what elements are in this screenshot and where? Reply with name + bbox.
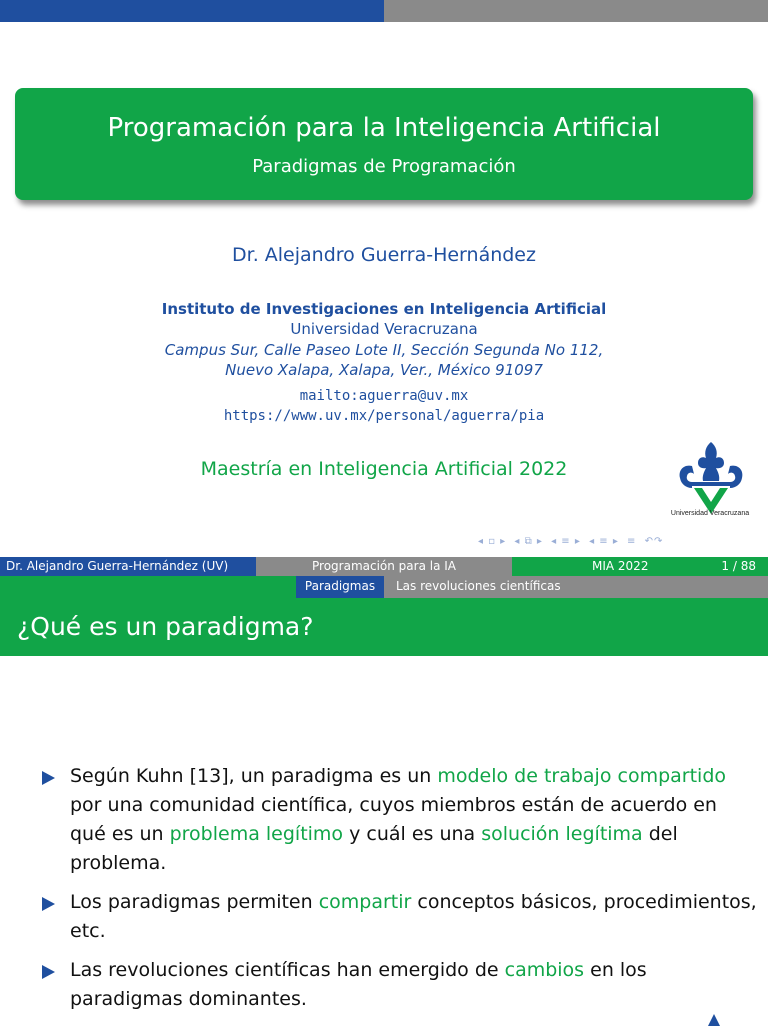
frame-title-bar <box>0 598 768 656</box>
footer-author <box>0 557 256 576</box>
slide-footer <box>0 557 768 576</box>
corner-logo-icon <box>694 1006 734 1026</box>
section-active[interactable] <box>296 576 384 598</box>
title-box <box>15 88 753 200</box>
bullet-list <box>38 762 758 1024</box>
section-bar-left <box>0 576 296 598</box>
bullet-text: conceptos básicos, procedimientos, etc. <box>70 891 757 942</box>
frame-title: ¿Qué es un paradigma? <box>17 612 314 641</box>
footer-title <box>256 557 512 576</box>
author-name: Dr. Alejandro Guerra-Hernández <box>232 244 536 266</box>
nav-next-frame-icon[interactable]: ◂ ⧉ ▸ <box>514 536 543 547</box>
footer-event <box>512 557 768 576</box>
program-name: Maestría en Inteligencia Artificial 2022 <box>200 458 568 480</box>
top-bar-right <box>384 0 768 22</box>
footer-page-number: 1 / 88 <box>721 559 756 573</box>
bullet-item <box>38 888 758 946</box>
nav-search-icon[interactable]: ↶↷ <box>644 536 664 547</box>
bullet-item <box>38 956 758 1014</box>
website-link[interactable]: https://www.uv.mx/personal/aguerra/pia <box>223 408 545 424</box>
bullet-triangle-icon <box>42 771 55 785</box>
university-name: Universidad Veracruzana <box>290 320 478 338</box>
nav-section-icon[interactable]: ◂ ≡ ▸ <box>589 536 619 547</box>
footer-author-text: Dr. Alejandro Guerra-Hernández (UV) <box>6 559 229 573</box>
address-line-1: Campus Sur, Calle Paseo Lote II, Sección Segunda No 112, <box>164 341 604 359</box>
highlighted-term: modelo de trabajo compartido <box>437 765 727 787</box>
bullet-triangle-icon <box>42 897 55 911</box>
footer-event-text: MIA 2022 <box>592 559 649 573</box>
nav-appendix-icon[interactable]: ≡ <box>627 536 637 547</box>
highlighted-term: compartir <box>318 891 412 913</box>
bullet-text: Según Kuhn [13], un paradigma es un <box>70 765 438 787</box>
highlighted-term: problema legítimo <box>169 823 344 845</box>
top-bar-left <box>0 0 384 22</box>
nav-prev-frame-icon[interactable]: ◂ ▫ ▸ <box>478 536 507 547</box>
address-line-2: Nuevo Xalapa, Xalapa, Ver., México 91097 <box>225 361 543 379</box>
logo-caption: Universidad Veracruzana <box>670 510 750 517</box>
slide-title: Programación para la Inteligencia Artificial <box>107 113 661 143</box>
subsection-bar[interactable] <box>384 576 768 598</box>
bullet-triangle-icon <box>42 965 55 979</box>
footer-title-text: Programación para la IA <box>312 559 456 573</box>
highlighted-term: solución legítima <box>481 823 643 845</box>
bullet-item <box>38 762 758 878</box>
bullet-text: por una comunidad científica, cuyos miembros están de acuerdo en qué es un <box>70 794 717 845</box>
slide-subtitle: Paradigmas de Programación <box>252 156 516 177</box>
email-link[interactable]: mailto:aguerra@uv.mx <box>299 388 469 404</box>
subsection-label: Las revoluciones científicas <box>396 579 561 593</box>
beamer-navigation-bar <box>478 536 762 552</box>
nav-subsection-icon[interactable]: ◂ ≡ ▸ <box>551 536 581 547</box>
bullet-text: en los paradigmas dominantes. <box>70 959 647 1010</box>
bullet-text: Las revoluciones científicas han emergido de <box>70 959 505 981</box>
section-label: Paradigmas <box>304 579 376 593</box>
institute-name: Instituto de Investigaciones en Inteligencia Artificial <box>161 300 607 318</box>
bullet-text: del problema. <box>70 823 678 874</box>
bullet-text: y cuál es una <box>343 823 482 845</box>
bullet-text: Los paradigmas permiten <box>70 891 319 913</box>
highlighted-term: cambios <box>504 959 585 981</box>
